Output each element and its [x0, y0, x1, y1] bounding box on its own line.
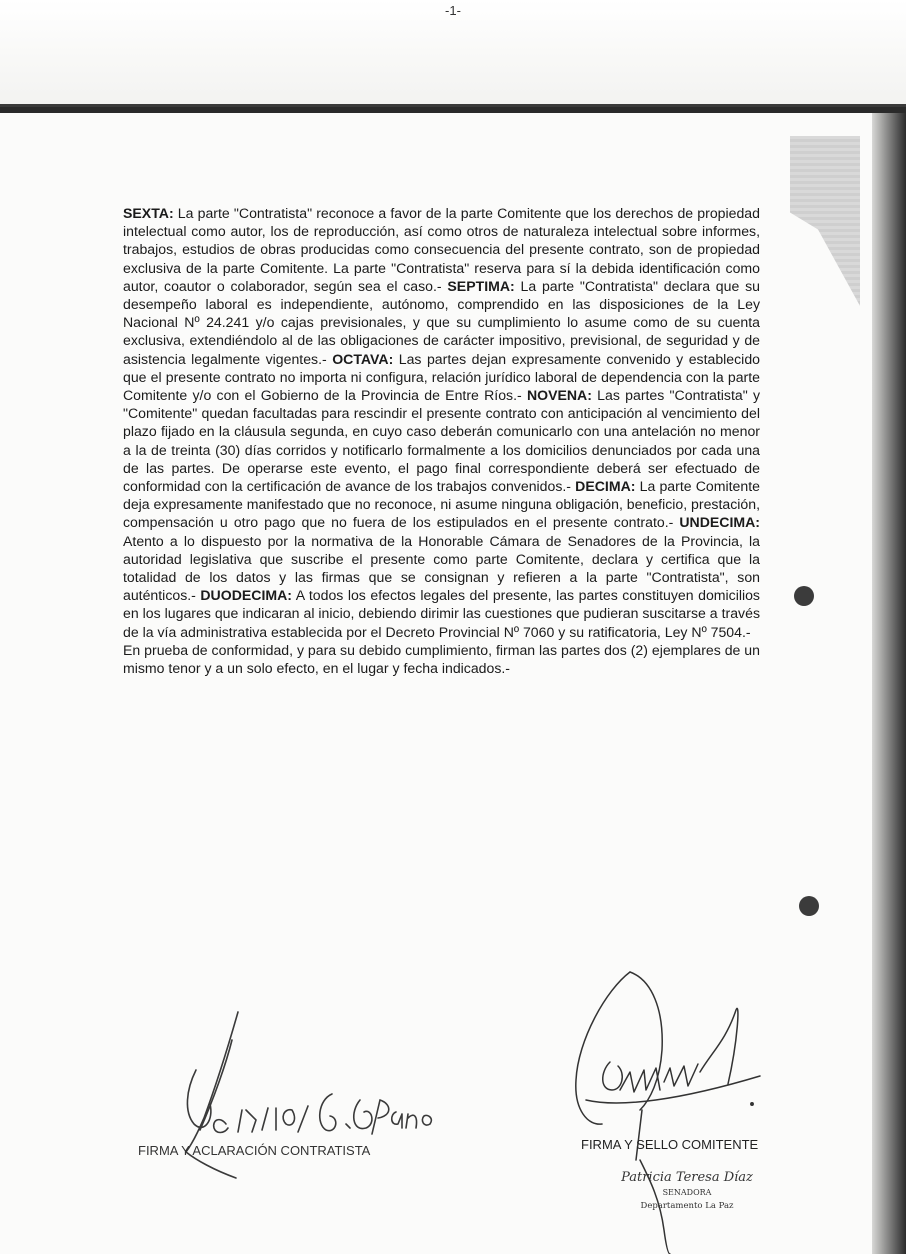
clause-text-novena: Las partes "Contratista" y "Comitente" quedan facultadas para rescindir el presente contrato con anticipación al vencimiento del plazo fijado en la cláusula segunda, en cuyo caso deberán comunicarlo con una antelación no menor a la de treinta (30) días corridos y notificarlo formalmente a los domicilios denunciados por cada una de las partes. De operarse este evento, el pago final correspondiente deberá ser efectuado de conformidad con la certificación de avance de los trabajos convenidos.-: [123, 387, 761, 495]
clause-text-decima: La parte Comitente deja expresamente manifestado que no reconoce, ni asume ninguna obligación, beneficio, prestación, compensación u otro pago que no fuera de los estipulados en el presente contrato.-: [123, 478, 760, 531]
clause-label-sexta: SEXTA:: [123, 205, 174, 221]
clause-label-duodecima: DUODECIMA:: [200, 587, 292, 604]
clause-text-septima: La parte "Contratista" declara que su desempeño laboral es independiente, autónomo, comprendido en las disposiciones de la Ley Nacional Nº 24.241 y/o cajas previsionales, y que su cumplimiento lo asume como de su cuenta exclusiva, extendiéndolo al de las obligaciones de carácter impositivo, previsional, de seguridad y de asistencia legalmente vigentes.-: [123, 277, 760, 367]
clause-text-octava: Las partes dejan expresamente convenido y establecido que el presente contrato no importa ni configura, relación jurídico laboral de dependencia con la parte Comitente y/o con el Gobierno de la Provincia de Entre Ríos.-: [123, 350, 760, 404]
clause-text-undecima: Atento a lo dispuesto por la normativa de la Honorable Cámara de Senadores de la Provincia, la autoridad legislativa que suscribe el presente como parte Comitente, declara y certifica que la totalidad de los datos y las firmas que se consignan y refieren a la parte "Contratista", son auténticos.-: [123, 532, 760, 604]
clause-label-decima: DECIMA:: [575, 478, 636, 495]
clause-label-octava: OCTAVA:: [332, 350, 394, 367]
senator-stamp-title: SENADORA: [662, 1188, 712, 1197]
clause-label-undecima: UNDECIMA:: [679, 514, 760, 531]
clause-label-novena: NOVENA:: [526, 387, 592, 404]
comitente-signature: [576, 972, 760, 1254]
clause-label-septima: SEPTIMA:: [447, 277, 515, 294]
clause-text-sexta: La parte "Contratista" reconoce a favor de la parte Comitente que los derechos de propiedad intelectual como autor, los de reproducción, así como otros de naturaleza intelectual sobre informes, trabajos, estudios de obras producidas como consecuencia del presente contrato, son de propiedad exclusiva de la parte Comitente. La parte "Contratista" reserva para sí la debida identificación como autor, coautor o colaborador, según sea el caso.-: [123, 205, 760, 294]
closing-paragraph: En prueba de conformidad, y para su debido cumplimiento, firman las partes dos (2) ejemplares de un mismo tenor y a un solo efecto, en el lugar y fecha indicados.-: [123, 641, 760, 677]
senator-stamp-name: Patricia Teresa Díaz: [621, 1170, 753, 1185]
page-number: -1-: [445, 3, 461, 18]
clause-text-duodecima: A todos los efectos legales del presente, las partes constituyen domicilios en los lugares que indicaran al inicio, debiendo dirimir las cuestiones que pudieran suscitarse a través de la vía administrativa establecida por el Decreto Provincial Nº 7060 y su ratificatoria, Ley Nº 7504.-: [123, 587, 760, 640]
senator-stamp-department: Departamento La Paz: [640, 1201, 734, 1211]
contratista-signature-label: FIRMA Y ACLARACIÓN CONTRATISTA: [138, 1143, 371, 1158]
comitente-signature-label: FIRMA Y SELLO COMITENTE: [581, 1137, 759, 1152]
